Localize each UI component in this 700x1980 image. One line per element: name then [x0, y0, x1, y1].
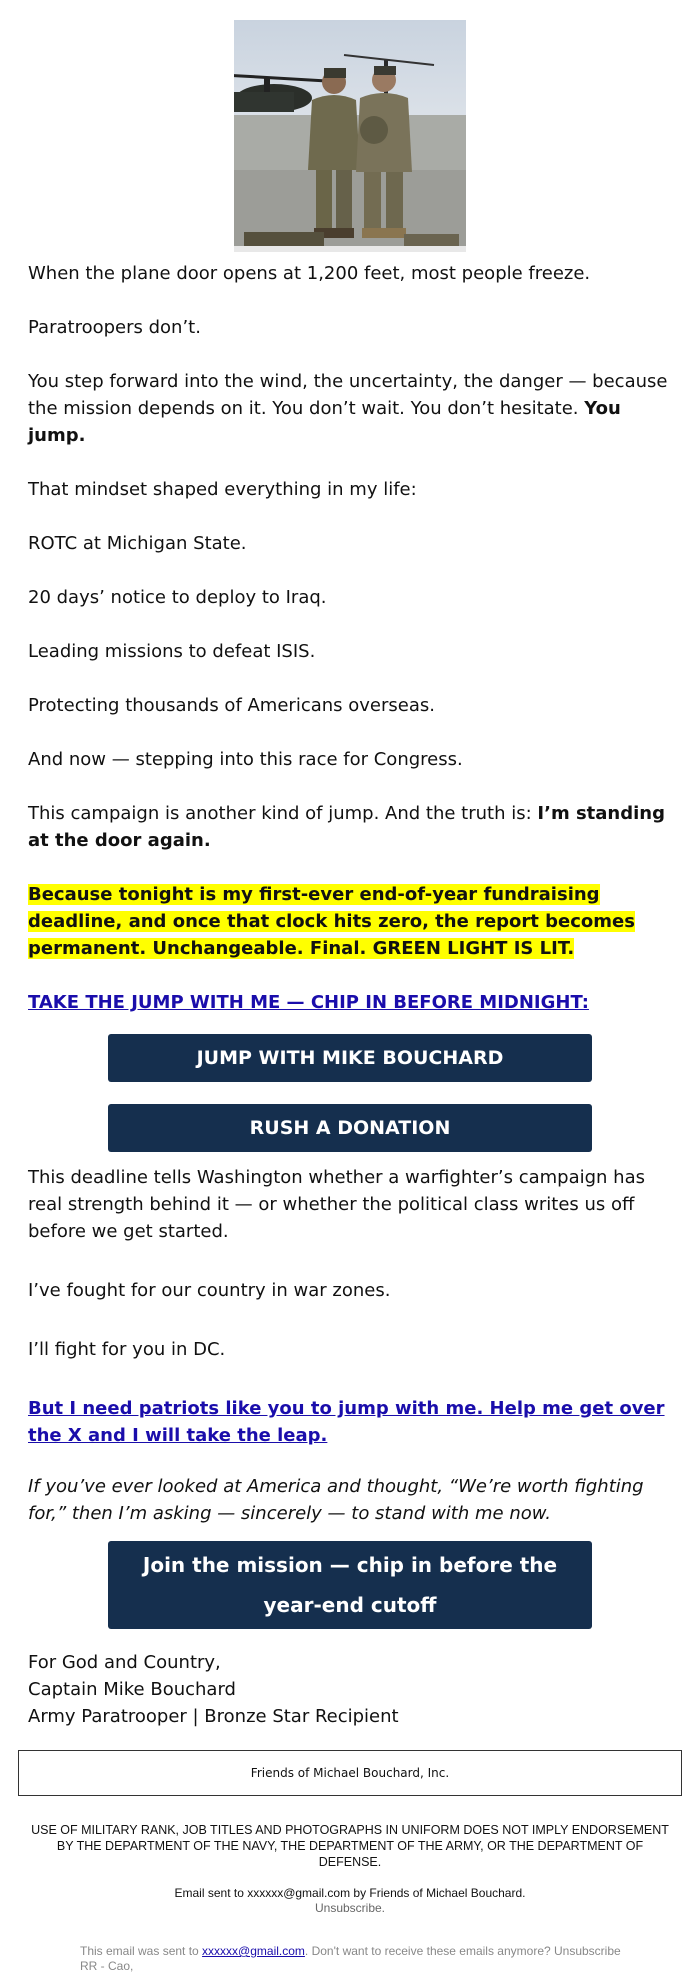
message-content — [0, 260, 700, 1016]
message-content-2 — [0, 1164, 700, 1527]
sign-off: For God and Country, — [28, 1652, 221, 1673]
sent-to-line: Email sent to xxxxxx@gmail.com by Friends of Michael Bouchard. — [174, 1886, 526, 1900]
emphasis-text: You jump. — [28, 398, 621, 446]
emphasis-text: I’m standing at the door again. — [28, 803, 665, 851]
signer-name: Captain Mike Bouchard — [28, 1679, 236, 1700]
italic-paragraph: If you’ve ever looked at America and thought, “We’re worth fighting for,” then I’m asking — sincerely — to stand with me now. — [28, 1476, 644, 1524]
paragraph: This deadline tells Washington whether a warfighter’s campaign has real strength behind it — or whether the political class writes us off before we get started. — [28, 1167, 645, 1242]
paragraph: That mindset shaped everything in my life: — [28, 479, 417, 500]
paragraph: Leading missions to defeat ISIS. — [28, 641, 316, 662]
bottom-footer-line-2: RR - Cao, — [80, 1959, 134, 1973]
cta-paragraph — [28, 989, 672, 1016]
cta-paragraph-2 — [28, 1395, 672, 1449]
paragraph-text: This campaign is another kind of jump. And the truth is: — [28, 803, 538, 824]
highlighted-paragraph — [28, 881, 672, 962]
take-the-jump-link[interactable]: TAKE THE JUMP WITH ME — CHIP IN BEFORE MIDNIGHT: — [28, 992, 589, 1013]
paragraph: Paratroopers don’t. — [28, 317, 201, 338]
paragraph-text: You step forward into the wind, the uncertainty, the danger — because the mission depends on it. You don’t wait. You don’t hesitate. — [28, 371, 668, 419]
rush-donation-button[interactable]: RUSH A DONATION — [108, 1104, 592, 1152]
unsubscribe-link[interactable]: Unsubscribe. — [314, 1901, 386, 1915]
recipient-email-link[interactable]: xxxxxx@gmail.com — [202, 1944, 305, 1958]
bottom-footer — [0, 1944, 700, 1959]
soldiers-photo-image — [234, 20, 466, 252]
paragraph: ROTC at Michigan State. — [28, 533, 247, 554]
paragraph — [28, 368, 672, 449]
signer-title: Army Paratrooper | Bronze Star Recipient — [28, 1706, 399, 1727]
military-disclaimer: USE OF MILITARY RANK, JOB TITLES AND PHOTOGRAPHS IN UNIFORM DOES NOT IMPLY ENDORSEMENT BY THE DEPARTMENT OF THE NAVY, THE DEPARTMENT OF THE ARMY, OR THE DEPARTMENT OF DEFENSE. — [31, 1823, 669, 1869]
paid-for-box: Friends of Michael Bouchard, Inc. — [18, 1750, 682, 1796]
paragraph: Protecting thousands of Americans overseas. — [28, 695, 435, 716]
highlight-text: Because tonight is my first-ever end-of-year fundraising deadline, and once that clock hits zero, the report becomes permanent. Unchangeable. Final. GREEN LIGHT IS LIT. — [28, 884, 635, 959]
signature — [0, 1649, 700, 1730]
hero-photo — [234, 20, 466, 252]
button-line-2: year-end cutoff — [263, 1593, 437, 1617]
bottom-text[interactable]: . Don't want to receive these emails anymore? Unsubscribe — [304, 1944, 621, 1958]
join-the-mission-button[interactable] — [108, 1541, 592, 1629]
paragraph — [28, 800, 672, 854]
bottom-text: This email was sent to — [80, 1944, 203, 1958]
patriots-jump-link[interactable]: But I need patriots like you to jump with me. Help me get over the X and I will take the leap. — [28, 1398, 665, 1446]
paragraph: When the plane door opens at 1,200 feet, most people freeze. — [28, 263, 591, 284]
jump-with-mike-button[interactable]: JUMP WITH MIKE BOUCHARD — [108, 1034, 592, 1082]
email-body — [0, 20, 700, 1974]
button-line-1: Join the mission — chip in before the — [142, 1553, 558, 1577]
paragraph: And now — stepping into this race for Congress. — [28, 749, 463, 770]
paragraph: 20 days’ notice to deploy to Iraq. — [28, 587, 327, 608]
paragraph: I’ve fought for our country in war zones. — [28, 1280, 391, 1301]
paragraph: I’ll fight for you in DC. — [28, 1339, 226, 1360]
